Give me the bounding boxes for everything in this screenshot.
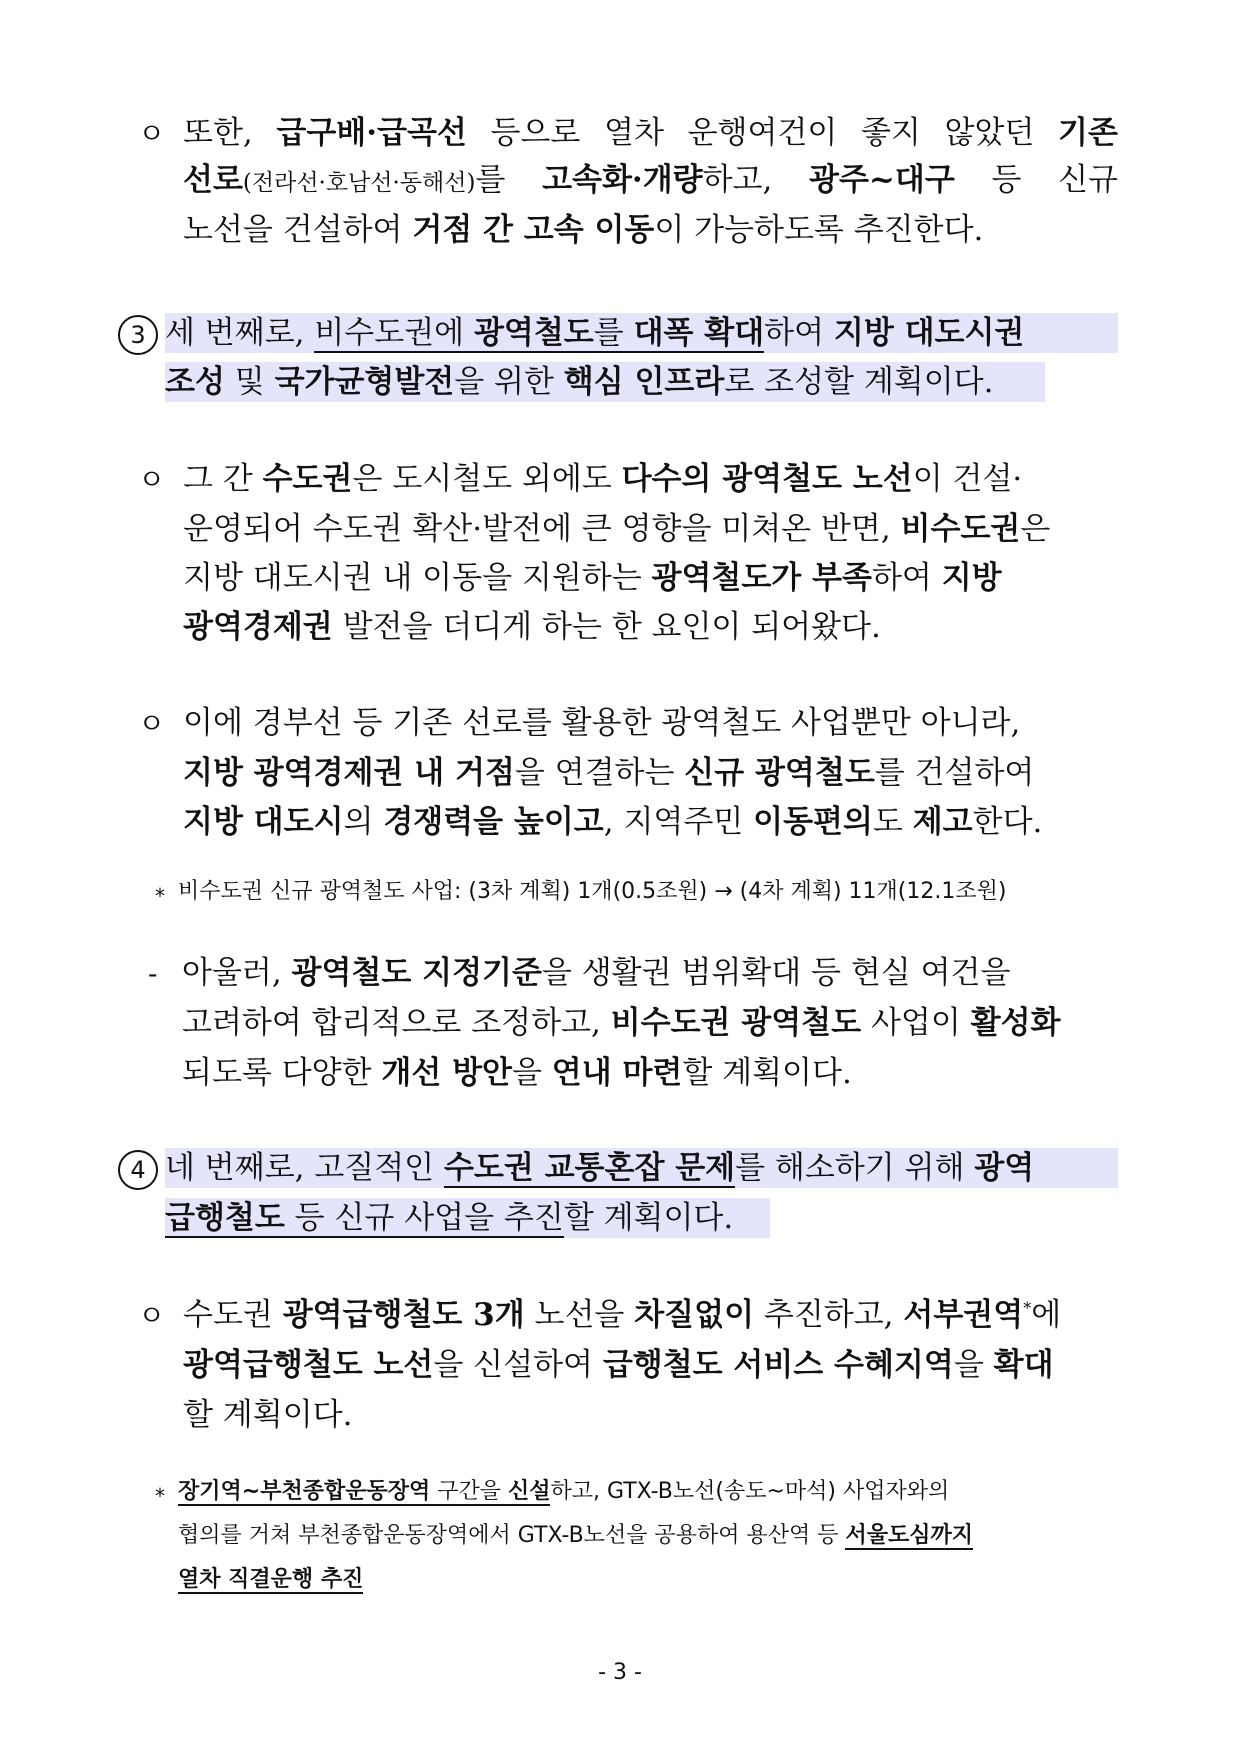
text-segment: 하고, GTX-B노선(송도~마석) 사업자와의 — [550, 1479, 950, 1504]
text-segment: 를 해소하기 위해 — [735, 1150, 975, 1186]
text-segment: 하여 — [764, 315, 834, 351]
text-segment: 노선을 건설하여 — [183, 212, 413, 248]
text-segment-bold: 광역급행철도 3개 — [282, 1297, 525, 1333]
text-segment-bold: 개선 방안 — [381, 1055, 512, 1091]
text-segment: 아울러, — [182, 955, 292, 991]
text-segment-bold: 서부권역 — [903, 1297, 1024, 1333]
text-segment-bold: 확대 — [993, 1347, 1054, 1383]
section-number-3: 3 — [118, 315, 158, 355]
bullet-marker: ㅇ — [138, 707, 166, 740]
text-segment-bold: 선로 — [183, 162, 243, 198]
text-segment: 또한, — [183, 115, 253, 151]
text-segment: 및 — [224, 364, 275, 400]
text-segment-bold: 다수의 광역철도 노선 — [621, 461, 913, 497]
para1-line2 — [183, 160, 1118, 200]
text-segment: 한다. — [972, 804, 1043, 840]
text-segment: 로 조성할 계획이다. — [724, 364, 994, 400]
text-segment-bold: 광역철도 — [473, 315, 594, 351]
text-segment: 이에 경부선 등 기존 선로를 활용한 광역철도 사업뿐만 아니라, — [183, 705, 1021, 741]
text-segment: 할 계획이다. — [563, 1200, 734, 1236]
para2-line4 — [183, 607, 881, 647]
text-segment-bold: 활성화 — [970, 1005, 1061, 1041]
text-segment: 하고, — [702, 162, 773, 198]
bullet-marker: ㅇ — [138, 117, 166, 150]
text-segment-bold: 급행철도 서비스 수혜지역 — [602, 1347, 954, 1383]
text-segment: 할 계획이다. — [682, 1055, 852, 1091]
text-segment-bold: 광주~대구 — [809, 162, 955, 198]
text-segment-bold: 열차 직결운행 추진 — [178, 1567, 364, 1592]
text-segment-underlined: 등 신규 사업을 추진 — [284, 1200, 564, 1236]
text-segment-underlined: 구간을 — [430, 1479, 508, 1504]
para2-line3 — [183, 558, 1002, 598]
text-segment: 을 위한 — [454, 364, 564, 400]
section4-line1 — [165, 1148, 1118, 1188]
text-segment: 도 — [872, 804, 913, 840]
para2-line1 — [183, 459, 1022, 499]
text-segment-bold: 핵심 인프라 — [563, 364, 725, 400]
note-marker: * — [155, 1484, 165, 1508]
text-segment: 네 번째로, 고질적인 — [165, 1150, 444, 1186]
text-segment: 하여 — [871, 560, 942, 596]
text-segment-underlined: 비수도권 — [314, 315, 435, 351]
text-segment-bold: 지방 대도시 — [183, 804, 344, 840]
para4-line3 — [183, 1395, 352, 1435]
dash-marker: - — [148, 957, 158, 990]
text-segment-bold: 수도권 — [262, 461, 353, 497]
text-segment: 않았던 — [944, 115, 1035, 151]
text-segment-bold: 서울도심까지 — [845, 1523, 973, 1548]
text-segment: 비수도권 신규 광역철도 사업: (3차 계획) 1개(0.5조원) → (4차 계획) 11개(12.1조원) — [178, 879, 1007, 904]
text-segment: 열차 — [604, 115, 664, 151]
footnote-reference: * — [1023, 1298, 1032, 1318]
section3-line2 — [165, 362, 1045, 402]
text-segment: , 지역주민 — [603, 804, 754, 840]
para4-line2 — [183, 1345, 1054, 1385]
footnote-1 — [178, 876, 1006, 908]
text-segment: 사업이 — [861, 1005, 971, 1041]
text-segment: 을 연결하는 — [514, 755, 685, 791]
footnote-2-line1 — [178, 1476, 949, 1508]
footnote-2-line2 — [178, 1520, 973, 1552]
text-segment-bold: 광역경제권 — [183, 609, 333, 645]
page-number: - 3 - — [598, 1660, 642, 1685]
text-segment: 등으로 — [490, 115, 581, 151]
text-segment-bold: 광역철도가 부족 — [651, 560, 872, 596]
note-marker: * — [155, 884, 165, 908]
text-segment-bold: 제고 — [912, 804, 973, 840]
para1-line3 — [183, 210, 983, 250]
text-segment-bold: 기존 — [1058, 115, 1118, 151]
text-segment-bold: 차질없이 — [634, 1297, 755, 1333]
para4-line1 — [183, 1295, 1061, 1335]
text-segment: 를 — [475, 162, 506, 198]
text-segment-bold: 지방 — [941, 560, 1002, 596]
text-segment: 그 간 — [183, 461, 263, 497]
text-segment: 이 건설· — [912, 461, 1023, 497]
text-segment: 은 — [1020, 511, 1051, 547]
text-segment-underlined: 에 — [434, 315, 474, 351]
bullet-marker: ㅇ — [138, 463, 166, 496]
text-segment: 은 도시철도 외에도 — [352, 461, 622, 497]
text-segment: 발전을 더디게 하는 한 요인이 되어왔다. — [332, 609, 881, 645]
dash1-line1 — [182, 953, 1010, 993]
para3-line2 — [183, 753, 1034, 793]
text-segment-bold: 이동편의 — [753, 804, 873, 840]
text-segment: 이 가능하도록 추진한다. — [654, 212, 984, 248]
text-segment-bold: 거점 간 고속 이동 — [412, 212, 655, 248]
text-segment-bold: 수도권 교통혼잡 문제 — [443, 1150, 736, 1186]
text-segment: 추진하고, — [754, 1297, 904, 1333]
text-segment: 에 — [1031, 1297, 1062, 1333]
text-segment-bold: 고속화·개량 — [542, 162, 703, 198]
text-segment: 운영되어 수도권 확산·발전에 큰 영향을 미쳐온 반면, — [183, 511, 901, 547]
text-segment: 운행여건이 — [687, 115, 838, 151]
text-segment: 을 생활권 범위확대 등 현실 여건을 — [541, 955, 1011, 991]
text-segment-small: (전라선·호남선·동해선) — [242, 170, 476, 196]
section4-line2 — [165, 1198, 770, 1238]
text-segment-bold: 비수도권 — [900, 511, 1021, 547]
section3-line1 — [165, 313, 1118, 353]
footnote-2-line3 — [178, 1564, 363, 1596]
text-segment: 협의를 거쳐 부천종합운동장역에서 GTX-B노선을 공용하여 용산역 등 — [178, 1523, 846, 1548]
text-segment: 을 — [511, 1055, 552, 1091]
text-segment: 세 번째로, — [165, 315, 315, 351]
text-segment-underlined: 를 — [593, 315, 634, 351]
para3-line1 — [183, 703, 1020, 743]
text-segment-bold: 광역 — [974, 1150, 1035, 1186]
text-segment-bold: 대폭 확대 — [633, 315, 765, 351]
dash1-line2 — [182, 1003, 1060, 1043]
para3-line3 — [183, 802, 1042, 842]
para2-line2 — [183, 509, 1050, 549]
text-segment-bold: 광역철도 지정기준 — [291, 955, 542, 991]
text-segment-bold: 국가균형발전 — [274, 364, 455, 400]
text-segment: 의 — [343, 804, 384, 840]
bullet-marker: ㅇ — [138, 1299, 166, 1332]
text-segment: 노선을 — [524, 1297, 635, 1333]
text-segment-bold: 지방 대도시권 — [833, 315, 1025, 351]
text-segment: 신규 — [1058, 162, 1118, 198]
text-segment-bold: 급구배·급곡선 — [276, 115, 467, 151]
text-segment-bold: 장기역~부천종합운동장역 — [178, 1479, 431, 1504]
section-number-4: 4 — [118, 1150, 158, 1190]
text-segment-bold: 경쟁력을 높이고 — [383, 804, 604, 840]
text-segment: 지방 대도시권 내 이동을 지원하는 — [183, 560, 652, 596]
text-segment: 을 — [953, 1347, 994, 1383]
text-segment: 을 신설하여 — [433, 1347, 603, 1383]
text-segment-bold: 신규 광역철도 — [684, 755, 875, 791]
text-segment: 수도권 — [183, 1297, 283, 1333]
text-segment: 되도록 다양한 — [182, 1055, 382, 1091]
text-segment: 할 계획이다. — [183, 1397, 353, 1433]
text-segment-bold: 광역급행철도 노선 — [183, 1347, 434, 1383]
text-segment-bold: 신설 — [507, 1479, 551, 1504]
text-segment-bold: 비수도권 광역철도 — [610, 1005, 862, 1041]
dash1-line3 — [182, 1053, 852, 1093]
text-segment: 를 건설하여 — [874, 755, 1035, 791]
text-segment-bold: 급행철도 — [165, 1200, 285, 1236]
text-segment-bold: 조성 — [165, 364, 225, 400]
text-segment-bold: 지방 광역경제권 내 거점 — [183, 755, 515, 791]
text-segment: 좋지 — [860, 115, 921, 151]
text-segment: 고려하여 합리적으로 조정하고, — [182, 1005, 611, 1041]
para1-line1 — [183, 113, 1118, 153]
text-segment: 등 — [991, 162, 1022, 198]
text-segment-bold: 연내 마련 — [551, 1055, 683, 1091]
